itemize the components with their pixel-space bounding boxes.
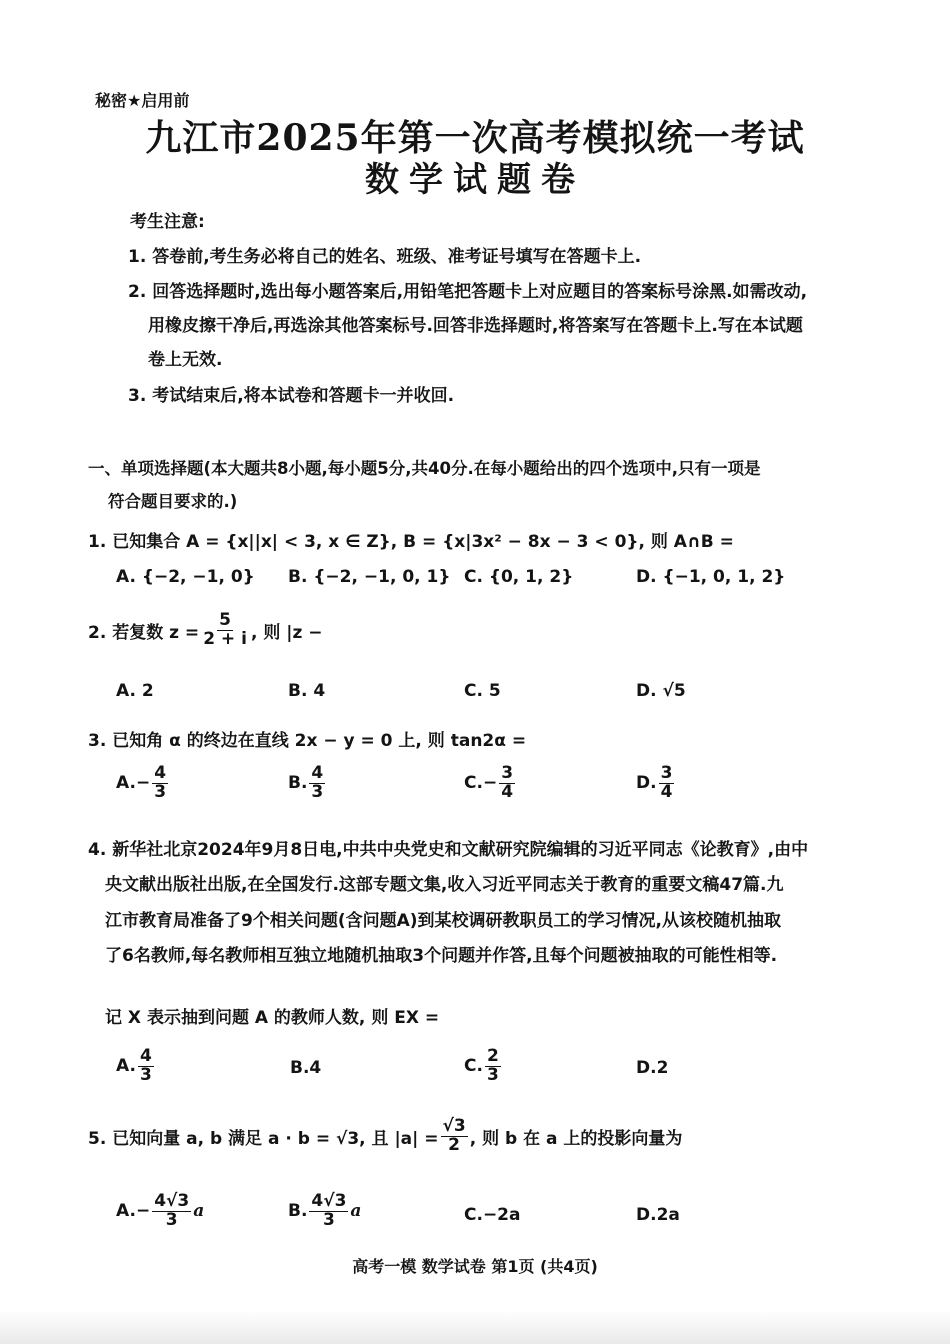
q2-frac-num: 5 [219, 610, 231, 630]
q5-a-sign: − [135, 1201, 151, 1222]
q5-option-d [636, 1205, 680, 1225]
q1-option-c: C. {0, 1, 2} [464, 567, 574, 587]
q2-suffix: , 则 |z − [250, 622, 323, 643]
q5-c-text: −2a [482, 1205, 521, 1225]
q5-a-tail: a [193, 1201, 205, 1222]
q5-b-label: B. [288, 1201, 308, 1222]
q5-a-num: 4√3 [154, 1191, 190, 1211]
q4-a-label: A. [116, 1056, 136, 1077]
question-5-stem [88, 1118, 682, 1155]
q2-option-c: C. 5 [464, 681, 501, 701]
notice-item-2-cont: 用橡皮擦干净后,再选涂其他答案标号.回答非选择题时,将答案写在答题卡上.写在本试题 [148, 316, 803, 336]
q5-prefix: 5. 已知向量 a, b 满足 a · b = √3, 且 |a| = [88, 1128, 439, 1149]
q4-d-text: 2 [656, 1058, 669, 1078]
section-heading-cont: 符合题目要求的.) [108, 492, 238, 511]
q3-option-c [464, 765, 517, 802]
exam-subtitle: 数学试题卷 [365, 160, 585, 200]
q3-c-sign: − [482, 773, 498, 794]
q3-d-num: 3 [660, 763, 673, 783]
q1-option-b: B. {−2, −1, 0, 1} [288, 567, 451, 587]
q5-b-num: 4√3 [311, 1191, 347, 1211]
q4-c-label: C. [464, 1056, 483, 1077]
notice-item-1: 1. 答卷前,考生务必将自己的姓名、班级、准考证号填写在答题卡上. [128, 247, 642, 267]
q5-option-a [116, 1193, 204, 1230]
q5-d-label: D. [636, 1205, 657, 1225]
q3-a-fraction [152, 765, 168, 802]
exam-title: 九江市2025年第一次高考模拟统一考试 [145, 117, 805, 159]
q5-fraction [441, 1118, 468, 1155]
page-footer: 高考一模 数学试卷 第1页 (共4页) [352, 1257, 598, 1276]
q3-option-d [636, 765, 676, 802]
q2-option-d: D. √5 [636, 681, 686, 701]
q4-a-den: 3 [139, 1064, 152, 1085]
q5-d-text: 2a [656, 1205, 680, 1225]
q3-d-den: 4 [660, 781, 673, 802]
q2-fraction [201, 612, 249, 649]
q4-option-b [290, 1058, 321, 1078]
q3-d-label: D. [636, 773, 657, 794]
question-4-line-3: 江市教育局准备了9个相关问题(含问题A)到某校调研教职员工的学习情况,从该校随机抽取 [105, 911, 781, 931]
q3-a-den: 3 [154, 781, 167, 802]
q2-option-b: B. 4 [288, 681, 326, 701]
q4-d-label: D. [636, 1058, 657, 1078]
q3-b-den: 3 [311, 781, 324, 802]
q3-a-label: A. [116, 773, 136, 794]
q5-b-fraction [309, 1193, 348, 1230]
q3-b-fraction [309, 765, 325, 802]
q4-b-text: 4 [309, 1058, 322, 1078]
q3-c-fraction [499, 765, 515, 802]
question-4-line-4: 了6名教师,每名教师相互独立地随机抽取3个问题并作答,且每个问题被抽取的可能性相等. [105, 946, 778, 966]
q3-b-label: B. [288, 773, 308, 794]
q3-option-a [116, 765, 170, 802]
q4-c-num: 2 [486, 1046, 499, 1066]
q5-option-c [464, 1205, 520, 1225]
q4-option-d [636, 1058, 668, 1078]
q2-option-a: A. 2 [116, 681, 154, 701]
q5-c-label: C. [464, 1205, 483, 1225]
question-3-stem: 3. 已知角 α 的终边在直线 2x − y = 0 上, 则 tan2α = [88, 731, 527, 751]
secret-label: 秘密★启用前 [95, 91, 190, 110]
question-4-line-5: 记 X 表示抽到问题 A 的教师人数, 则 EX = [105, 1008, 440, 1028]
question-4-line-1: 4. 新华社北京2024年9月8日电,中共中央党史和文献研究院编辑的习近平同志《论教育》,由中 [88, 840, 809, 860]
q2-frac-den: 2 + i [203, 628, 247, 649]
question-4-line-2: 央文献出版社出版,在全国发行.这部专题文集,收入习近平同志关于教育的重要文稿47篇.九 [105, 875, 784, 895]
q5-frac-den: 2 [448, 1134, 461, 1155]
q4-option-c [464, 1048, 503, 1085]
q5-a-den: 3 [165, 1209, 178, 1230]
notice-heading: 考生注意: [130, 212, 205, 232]
q5-frac-num: √3 [442, 1116, 466, 1136]
question-1-stem: 1. 已知集合 A = {x||x| < 3, x ∈ Z}, B = {x|3x² − 8x − 3 < 0}, 则 A∩B = [88, 532, 734, 552]
q2-prefix: 2. 若复数 z = [88, 622, 200, 643]
notice-item-3: 3. 考试结束后,将本试卷和答题卡一并收回. [128, 386, 455, 406]
section-heading: 一、单项选择题(本大题共8小题,每小题5分,共40分.在每小题给出的四个选项中,只有一项是 [88, 459, 761, 478]
q5-option-b [288, 1193, 361, 1230]
q1-option-a: A. {−2, −1, 0} [116, 567, 255, 587]
q5-a-fraction [152, 1193, 191, 1230]
q5-b-tail: a [350, 1201, 362, 1222]
q1-option-d: D. {−1, 0, 1, 2} [636, 567, 786, 587]
q5-a-label: A. [116, 1201, 136, 1222]
q3-d-fraction [659, 765, 675, 802]
q4-a-num: 4 [139, 1046, 152, 1066]
q3-b-num: 4 [311, 763, 324, 783]
q3-a-sign: − [135, 773, 151, 794]
q4-a-fraction [138, 1048, 154, 1085]
question-2-stem [88, 612, 323, 649]
q3-c-label: C. [464, 773, 483, 794]
scan-edge-shade [0, 1310, 950, 1344]
notice-item-2: 2. 回答选择题时,选出每小题答案后,用铅笔把答题卡上对应题目的答案标号涂黑.如需改动, [128, 282, 808, 302]
q3-option-b [288, 765, 327, 802]
q4-b-label: B. [290, 1058, 310, 1078]
q3-c-num: 3 [501, 763, 514, 783]
q4-c-den: 3 [486, 1064, 499, 1085]
q5-suffix: , 则 b 在 a 上的投影向量为 [469, 1128, 683, 1149]
q3-a-num: 4 [154, 763, 167, 783]
q5-b-den: 3 [323, 1209, 335, 1230]
q4-option-a [116, 1048, 156, 1085]
q3-c-den: 4 [501, 781, 514, 802]
notice-item-2-cont2: 卷上无效. [148, 350, 223, 370]
q4-c-fraction [485, 1048, 501, 1085]
